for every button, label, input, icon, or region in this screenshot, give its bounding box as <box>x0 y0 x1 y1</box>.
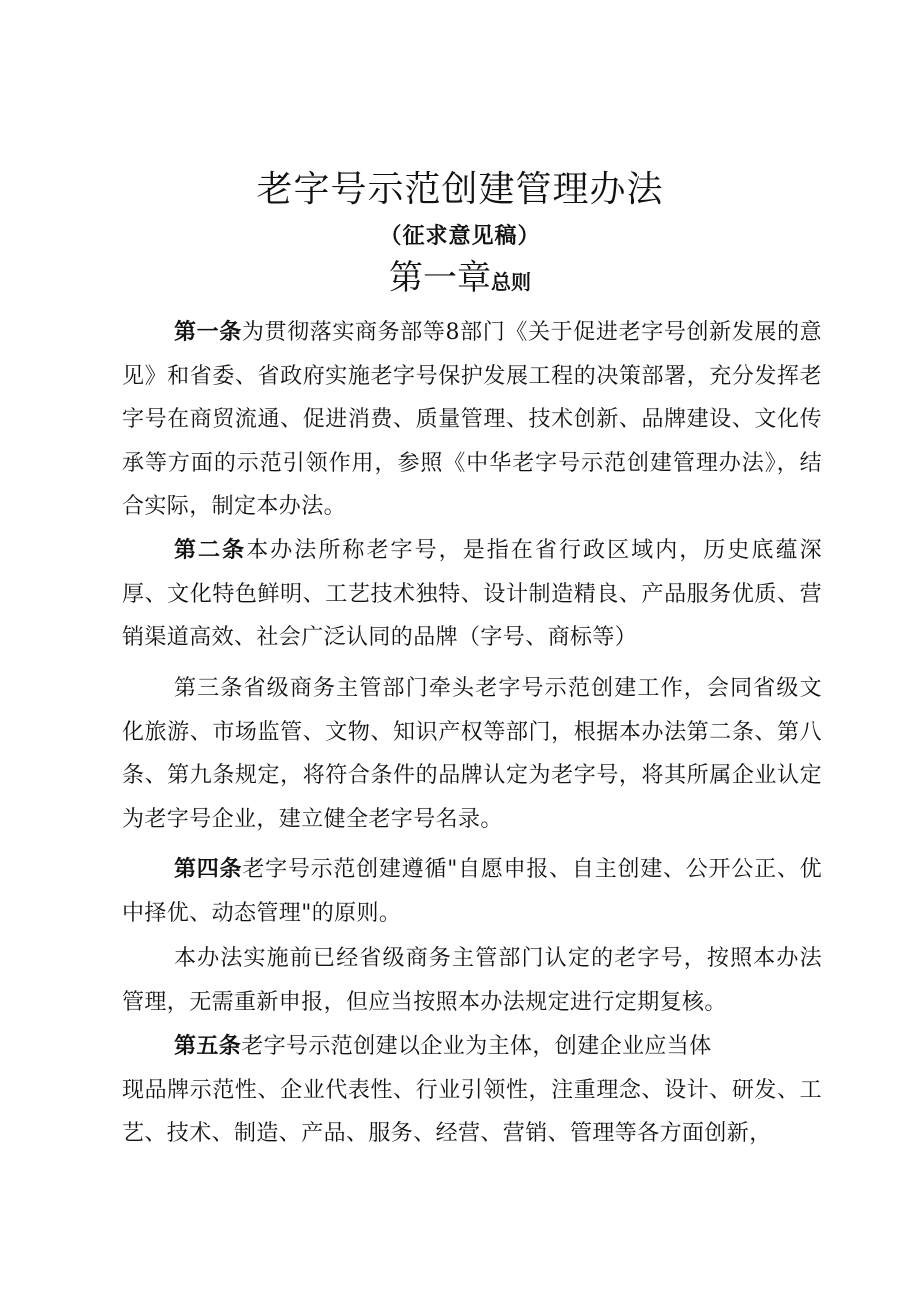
article-text: 老字号示范创建以企业为主体，创建企业应当体 <box>241 1034 712 1059</box>
article-text: 第三条省级商务主管部门牵头老字号示范创建工作，会同省级文化旅游、市场监管、文物、知识产权等部门，根据本办法第二条、第八条、第九条规定，将符合条件的品牌认定为老字号，将其所属企业认定为老字号企业，建立健全老字号名录。 <box>122 676 822 832</box>
article-5-continuation: 现品牌示范性、企业代表性、行业引领性，注重理念、设计、研发、工艺、技术、制造、产品、服务、经营、营销、管理等各方面创新， <box>122 1077 822 1146</box>
chapter-heading <box>0 255 920 305</box>
document-title: 老字号示范创建管理办法 <box>256 169 664 210</box>
article-5 <box>122 1025 822 1156</box>
article-label: 第四条 <box>174 856 243 882</box>
document-subtitle: （征求意见稿） <box>379 224 541 249</box>
article-4-paragraph-2 <box>122 937 822 1024</box>
article-label: 第五条 <box>174 1033 242 1059</box>
chapter-number: 第一章 <box>389 258 491 298</box>
article-text: 本办法所称老字号，是指在省行政区域内，历史底蕴深厚、文化特色鲜明、工艺技术独特、设计制造精良、产品服务优质、营销渠道高效、社会广泛认同的品牌（字号、商标等） <box>122 538 822 650</box>
article-text: 老字号示范创建遵循"自愿申报、自主创建、公开公正、优中择优、动态管理"的原则。 <box>122 857 822 926</box>
article-text: 为贯彻落实商务部等8部门《关于促进老字号创新发展的意见》和省委、省政府实施老字号保护发展工程的决策部署，充分发挥老字号在商贸流通、促进消费、质量管理、技术创新、品牌建设、文化传承等方面的示范引领作用，参照《中华老字号示范创建管理办法》，结合实际，制定本办法。 <box>122 320 822 519</box>
article-5-first-line <box>122 1025 822 1069</box>
chapter-name: 总则 <box>491 270 531 294</box>
article-label: 第一条 <box>174 319 242 345</box>
article-label: 第二条 <box>174 537 247 563</box>
article-3 <box>122 667 822 841</box>
article-2 <box>122 529 822 660</box>
article-text: 本办法实施前已经省级商务主管部门认定的老字号，按照本办法管理，无需重新申报，但应当按照本办法规定进行定期复核。 <box>122 946 822 1015</box>
article-4 <box>122 848 822 935</box>
article-1 <box>122 311 822 529</box>
